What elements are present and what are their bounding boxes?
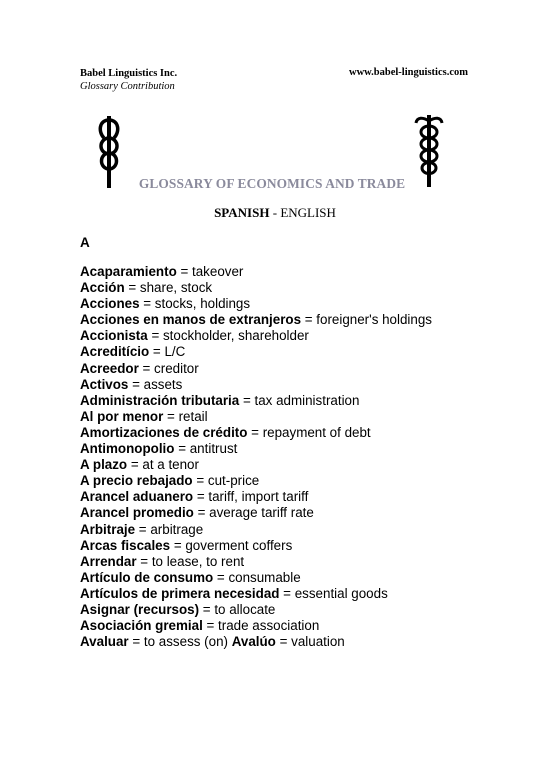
glossary-entry — [80, 538, 432, 554]
caduceus-left-icon — [96, 116, 122, 188]
entry-term: A precio rebajado — [80, 473, 193, 489]
entry-term: Acción — [80, 280, 125, 296]
entry-term: Acciones — [80, 296, 140, 312]
company-name: Babel Linguistics Inc. — [80, 68, 178, 79]
entry-term: Acaparamiento — [80, 264, 177, 279]
glossary-entry — [80, 264, 432, 280]
entry-term: Acreditício — [80, 344, 150, 360]
entry-term: Accionista — [80, 328, 148, 344]
glossary-entry — [80, 296, 432, 312]
entry-definition: = antitrust — [174, 441, 238, 457]
entry-term: Arancel aduanero — [80, 489, 194, 505]
glossary-entry — [80, 489, 432, 505]
entry-term: Acreedor — [80, 360, 139, 376]
entry-term: Amortizaciones de crédito — [80, 424, 248, 440]
entry-term: Artículos de primera necesidad — [80, 585, 280, 601]
target-language: ENGLISH — [280, 205, 336, 220]
entry-term: Activos — [80, 376, 129, 392]
entry-definition: = average tariff rate — [193, 505, 314, 521]
glossary-entry — [80, 441, 432, 457]
entry-definition: = arbitrage — [135, 521, 204, 537]
entry-definition: = stockholder, shareholder — [147, 328, 309, 344]
entry-definition: = tax administration — [239, 392, 360, 408]
glossary-entry — [80, 618, 432, 634]
entry-term: Antimonopolio — [80, 441, 175, 457]
entry-term: Arbitraje — [80, 521, 136, 537]
entry-definition: = L/C — [149, 344, 186, 360]
glossary-title: GLOSSARY OF ECONOMICS AND TRADE — [138, 176, 406, 191]
entry-definition: = goverment coffers — [170, 537, 293, 553]
entry-term: Administración tributaria — [80, 392, 240, 408]
entry-definition: = foreigner's holdings — [301, 312, 432, 328]
entry-definition: = assets — [128, 376, 183, 392]
glossary-entry — [80, 409, 432, 425]
glossary-entry — [80, 280, 432, 296]
glossary-entry — [80, 602, 432, 618]
glossary-entry — [80, 586, 432, 602]
entry-definition: = to lease, to rent — [136, 553, 245, 569]
glossary-entry — [80, 554, 432, 570]
entry-definition: = takeover — [176, 264, 244, 279]
entry-definition: = at a tenor — [127, 457, 199, 473]
glossary-entry — [80, 473, 432, 489]
entry-definition: = retail — [163, 408, 208, 424]
glossary-entry — [80, 328, 432, 344]
glossary-entries — [80, 264, 432, 650]
glossary-entry — [80, 522, 432, 538]
entry-term: Acciones en manos de extranjeros — [80, 312, 302, 328]
entry-term: Avaluar — [80, 634, 129, 650]
glossary-entry — [80, 505, 432, 521]
entry-term: Artículo de consumo — [80, 569, 214, 585]
entry-term: Asignar (recursos) — [80, 601, 200, 617]
document-subtitle: Glossary Contribution — [80, 81, 175, 92]
entry-term: Asociación gremial — [80, 618, 203, 634]
glossary-entry — [80, 312, 432, 328]
glossary-entry — [80, 457, 432, 473]
entry-term-secondary: Avalúo — [231, 634, 276, 650]
entry-term: A plazo — [80, 457, 128, 473]
entry-definition-secondary: = valuation — [275, 634, 345, 650]
glossary-entry — [80, 634, 432, 650]
glossary-entry — [80, 377, 432, 393]
glossary-entry — [80, 361, 432, 377]
entry-term: Arrendar — [80, 553, 137, 569]
entry-definition: = tariff, import tariff — [193, 489, 309, 505]
entry-definition: = creditor — [138, 360, 199, 376]
website-url[interactable]: www.babel-linguistics.com — [348, 67, 468, 78]
entry-definition: = essential goods — [279, 585, 388, 601]
entry-term: Al por menor — [80, 408, 164, 424]
caduceus-right-icon — [413, 115, 445, 187]
source-language: SPANISH — [214, 205, 270, 220]
entry-definition: = cut-price — [192, 473, 260, 489]
glossary-entry — [80, 570, 432, 586]
glossary-entry — [80, 425, 432, 441]
glossary-entry — [80, 393, 432, 409]
language-separator: - — [269, 205, 281, 220]
language-pair — [0, 205, 550, 221]
entry-definition: = consumable — [213, 569, 301, 585]
entry-definition: = to assess (on) — [128, 634, 232, 650]
glossary-entry — [80, 344, 432, 360]
entry-definition: = stocks, holdings — [139, 296, 251, 312]
entry-definition: = repayment of debt — [247, 424, 371, 440]
entry-term: Arcas fiscales — [80, 537, 171, 553]
entry-term: Arancel promedio — [80, 505, 194, 521]
entry-definition: = share, stock — [124, 280, 213, 296]
entry-definition: = to allocate — [199, 601, 276, 617]
header-left — [80, 67, 177, 93]
entry-definition: = trade association — [202, 618, 320, 634]
section-letter: A — [80, 235, 90, 250]
